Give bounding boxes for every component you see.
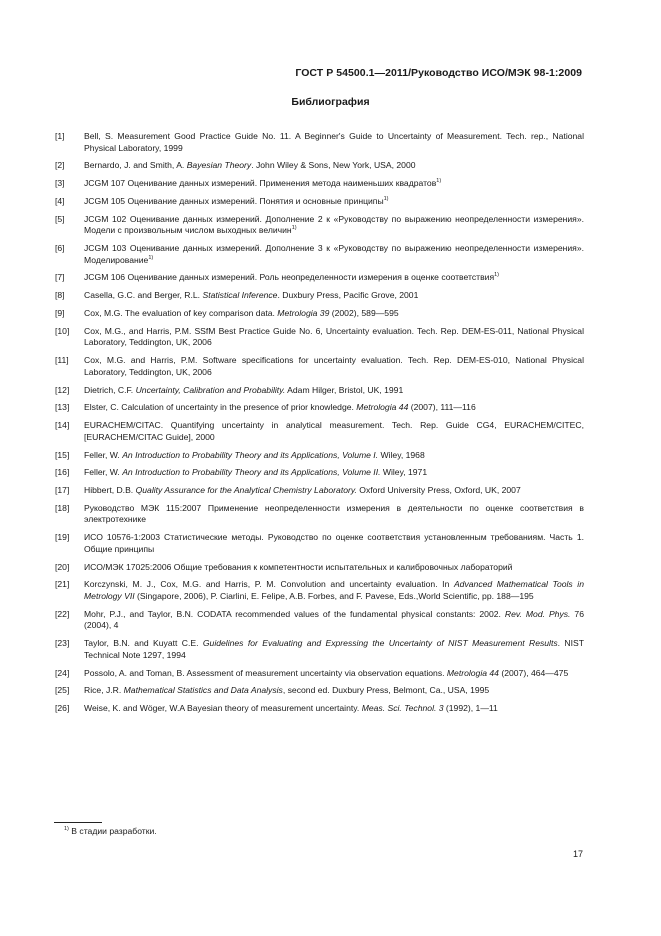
reference-text-part: (2002), 589—595 [329, 308, 399, 319]
document-header: ГОСТ Р 54500.1—2011/Руководство ИСО/МЭК 98-1:2009 [295, 67, 582, 79]
footnote-marker: 1) [64, 826, 69, 832]
reference-title-italic: Statistical Inference [202, 290, 278, 301]
reference-text-part: ИСО/МЭК 17025:2006 Общие требования к компетентности испытательных и калибровочных лабораторий [84, 561, 513, 572]
reference-item [55, 467, 584, 479]
reference-text [84, 609, 584, 632]
reference-title-italic: Advanced Mathematical Tools in Metrology VII [84, 579, 584, 601]
reference-item [55, 485, 584, 497]
footnote-divider [54, 822, 102, 823]
reference-text [84, 214, 584, 237]
reference-item [55, 685, 584, 697]
reference-text [84, 272, 584, 284]
footnote-marker: 1) [148, 254, 154, 261]
reference-item [55, 178, 584, 190]
reference-number: [2] [55, 160, 65, 171]
reference-number: [23] [55, 638, 70, 649]
reference-item [55, 160, 584, 172]
reference-number: [12] [55, 384, 70, 395]
reference-text-part: JCGM 103 Оценивание данных измерений. Дополнение 3 к «Руководству по выражению неопределенности измерения». Моделирование [84, 243, 584, 265]
reference-item [55, 308, 584, 320]
reference-text [84, 355, 584, 378]
footnote-marker: 1) [383, 195, 389, 202]
reference-text [84, 196, 584, 208]
reference-text-part: Mohr, P.J., and Taylor, B.N. CODATA recommended values of the fundamental physical constants: 2002. [84, 608, 505, 619]
reference-text-part: JCGM 107 Оценивание данных измерений. Применения метода наименьших квадратов [84, 178, 437, 189]
reference-text-part: Casella, G.C. and Berger, R.L. [84, 290, 203, 301]
reference-number: [8] [55, 290, 65, 301]
reference-text-part: Wiley, 1971 [380, 467, 428, 478]
reference-text-part: JCGM 106 Оценивание данных измерений. Роль неопределенности измерения в оценке соответствия [84, 272, 495, 283]
reference-number: [15] [55, 449, 70, 460]
reference-number: [19] [55, 532, 70, 543]
reference-text-part: Adam Hilger, Bristol, UK, 1991 [285, 384, 404, 395]
reference-title-italic: Uncertainty, Calibration and Probability. [135, 384, 286, 395]
reference-title-italic: Meas. Sci. Technol. 3 [361, 703, 444, 714]
reference-item [55, 326, 584, 349]
reference-text [84, 420, 584, 443]
reference-title-italic: An Introduction to Probability Theory and its Applications, Volume II. [122, 467, 381, 478]
reference-text [84, 402, 584, 414]
reference-title-italic: Rev. Mod. Phys. [504, 608, 571, 619]
reference-number: [11] [55, 355, 69, 366]
reference-text [84, 703, 584, 715]
reference-number: [17] [55, 485, 70, 496]
reference-item [55, 272, 584, 284]
reference-number: [10] [55, 325, 70, 336]
reference-text-part: , second ed. Duxbury Press, Belmont, Ca., USA, 1995 [282, 685, 490, 696]
page-number: 17 [572, 849, 583, 859]
reference-number: [14] [55, 420, 70, 431]
reference-text [84, 290, 584, 302]
reference-text [84, 562, 584, 574]
reference-text [84, 326, 584, 349]
reference-text-part: Bell, S. Measurement Good Practice Guide No. 11. A Beginner's Guide to Uncertainty of Measurement. Tech. rep., National Physical Laboratory, 1999 [84, 131, 584, 153]
reference-text [84, 668, 584, 680]
reference-text-part: Dietrich, C.F. [84, 384, 136, 395]
reference-text-part: Wiley, 1968 [378, 449, 425, 460]
reference-item [55, 579, 584, 602]
reference-number: [5] [55, 213, 65, 224]
reference-text [84, 131, 584, 154]
reference-item [55, 532, 584, 555]
reference-item [55, 638, 584, 661]
reference-text [84, 638, 584, 661]
reference-title-italic: Metrologia 44 [446, 667, 499, 678]
reference-text-part: Weise, K. and Wöger, W.A Bayesian theory of measurement uncertainty. [84, 703, 362, 714]
reference-number: [18] [55, 502, 70, 513]
reference-title-italic: Metrologia 39 [277, 308, 330, 319]
reference-text [84, 308, 584, 320]
reference-text-part: ИСО 10576-1:2003 Статистические методы. Руководство по оценке соответствия установленным требованиям. Часть 1. Общие принципы [84, 532, 584, 554]
reference-text [84, 450, 584, 462]
reference-item [55, 385, 584, 397]
reference-title-italic: Metrologia 44 [356, 402, 409, 413]
reference-number: [13] [55, 402, 70, 413]
reference-item [55, 355, 584, 378]
reference-number: [1] [55, 131, 65, 141]
reference-text-part: Cox, M.G. The evaluation of key comparison data. [84, 308, 278, 319]
reference-text-part: JCGM 105 Оценивание данных измерений. Понятия и основные принципы [84, 195, 384, 206]
reference-text-part: Cox, M.G., and Harris, P.M. SSfM Best Practice Guide No. 6, Uncertainty evaluation. Tech. Rep. DEM-ES-011, National Physical Laboratory, Teddington, UK, 2006 [84, 325, 584, 348]
reference-text [84, 178, 584, 190]
reference-text-part: Руководство МЭК 115:2007 Применение неопределенности измерения в деятельности по оценке соответствия в электротехнике [84, 502, 584, 525]
reference-number: [24] [55, 667, 70, 678]
reference-number: [7] [55, 272, 65, 283]
reference-text [84, 160, 584, 172]
reference-text-part: (1992), 1—11 [443, 703, 498, 714]
reference-number: [26] [55, 703, 70, 714]
footnote [64, 826, 157, 836]
reference-title-italic: Quality Assurance for the Analytical Chemistry Laboratory. [135, 485, 357, 496]
reference-text [84, 685, 584, 697]
reference-text-part: (2007), 464—475 [498, 667, 569, 678]
reference-item [55, 214, 584, 237]
reference-item [55, 420, 584, 443]
reference-text [84, 485, 584, 497]
reference-text [84, 243, 584, 266]
footnote-marker: 1) [436, 178, 442, 185]
reference-text-part: Oxford University Press, Oxford, UK, 2007 [356, 485, 521, 496]
reference-title-italic: Bayesian Theory [186, 160, 252, 171]
reference-item [55, 503, 584, 526]
reference-number: [22] [55, 608, 70, 619]
reference-text-part: Rice, J.R. [84, 685, 124, 696]
footnote-text: В стадии разработки. [68, 826, 157, 836]
reference-number: [9] [55, 308, 65, 319]
reference-item [55, 402, 584, 414]
reference-item [55, 196, 584, 208]
reference-item [55, 668, 584, 680]
footnote-marker: 1) [291, 225, 297, 232]
reference-text-part: . Duxbury Press, Pacific Grove, 2001 [277, 290, 419, 301]
reference-text [84, 579, 584, 602]
reference-text-part: Elster, C. Calculation of uncertainty in the presence of prior knowledge. [84, 402, 357, 413]
reference-item [55, 703, 584, 715]
reference-text-part: Feller, W. [84, 467, 123, 478]
reference-number: [6] [55, 243, 65, 254]
reference-number: [16] [55, 467, 70, 478]
reference-text-part: JCGM 102 Оценивание данных измерений. Дополнение 2 к «Руководству по выражению неопределенности измерения». Модели с произвольным числом выходных величин [84, 213, 584, 236]
reference-text-part: 76 (2004), 4 [84, 608, 584, 631]
reference-text [84, 503, 584, 526]
reference-text-part: EURACHEM/CITAC. Quantifying uncertainty in analytical measurement. Tech. Rep. Guide CG4, EURACHEM/CITEC, [EURACHEM/CITAC Guide], 2000 [84, 420, 584, 442]
reference-text-part: . John Wiley & Sons, New York, USA, 2000 [251, 160, 416, 171]
reference-text-part: Korczynski, M. J., Cox, M.G. and Harris, P. M. Convolution and uncertainty evaluation. In [84, 579, 454, 590]
reference-item [55, 131, 584, 154]
reference-number: [20] [55, 561, 70, 572]
reference-text-part: (Singapore, 2006), P. Ciarlini, E. Felipe, A.B. Forbes, and F. Pavese, Eds.,World Scientific, pp. 188—195 [134, 590, 534, 601]
reference-item [55, 290, 584, 302]
footnote-marker: 1) [494, 272, 499, 279]
reference-text-part: Taylor, B.N. and Kuyatt C.E. [84, 638, 203, 649]
reference-number: [21] [55, 579, 70, 590]
reference-number: [4] [55, 195, 65, 206]
reference-title-italic: An Introduction to Probability Theory and its Applications, Volume I. [122, 449, 379, 460]
reference-text-part: (2007), 111—116 [408, 402, 476, 413]
reference-text-part: Cox, M.G. and Harris, P.M. Software specifications for uncertainty evaluation. Tech. Rep. DEM-ES-010, National Physical Laboratory, Teddington, UK, 2006 [84, 355, 584, 377]
reference-title-italic: Guidelines for Evaluating and Expressing the Uncertainty of NIST Measurement Results [202, 638, 558, 649]
reference-text-part: Bernardo, J. and Smith, A. [84, 160, 187, 171]
reference-text-part: Possolo, A. and Toman, B. Assessment of measurement uncertainty via observation equations. [84, 667, 447, 678]
reference-item [55, 450, 584, 462]
reference-number: [25] [55, 685, 70, 696]
reference-text [84, 532, 584, 555]
reference-text [84, 467, 584, 479]
reference-text [84, 385, 584, 397]
reference-item [55, 562, 584, 574]
reference-text-part: Feller, W. [84, 449, 123, 460]
reference-item [55, 243, 584, 266]
reference-number: [3] [55, 178, 65, 189]
bibliography-title: Библиография [291, 96, 370, 108]
reference-text-part: Hibbert, D.B. [84, 485, 136, 496]
reference-text-part: . NIST Technical Note 1297, 1994 [84, 638, 584, 660]
reference-list [55, 131, 584, 721]
reference-item [55, 609, 584, 632]
reference-title-italic: Mathematical Statistics and Data Analysis [123, 685, 283, 696]
